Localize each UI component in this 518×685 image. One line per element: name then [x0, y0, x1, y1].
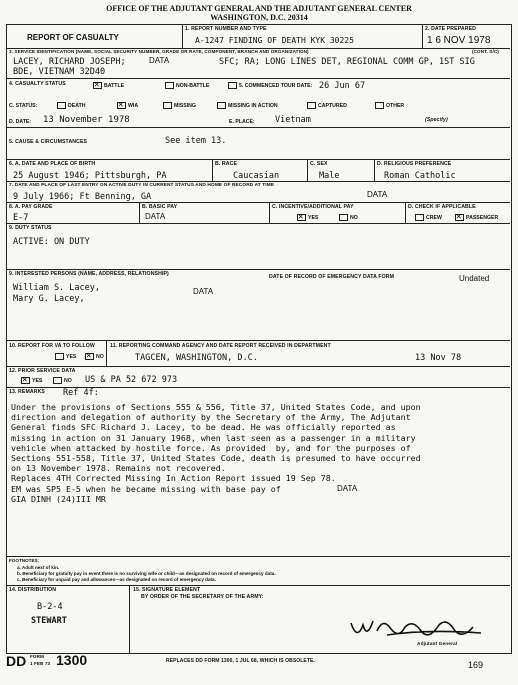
basic-pay-label: B. BASIC PAY	[142, 204, 178, 210]
incentive-yes-checkbox[interactable]	[297, 214, 306, 221]
wia-label: WIA	[128, 103, 139, 109]
prior-no-checkbox[interactable]	[53, 377, 62, 384]
casualty-status-label: 4. CASUALTY STATUS	[9, 81, 66, 87]
report-number-label: 1. REPORT NUMBER AND TYPE	[185, 26, 267, 32]
form-title: REPORT OF CASUALTY	[27, 33, 119, 42]
reporting-agency-label: 11. REPORTING COMMAND AGENCY AND DATE REPORT RECEIVED IN DEPARTMENT	[110, 343, 331, 349]
last-entry-data-stamp: DATA	[367, 190, 388, 199]
battle-label: BATTLE	[104, 83, 125, 89]
interested-person-2: Mary G. Lacey,	[13, 294, 85, 304]
sex-value: Male	[319, 171, 340, 181]
missing-checkbox[interactable]	[163, 102, 172, 109]
remarks-ref: Ref 4f:	[63, 388, 99, 398]
agency-header	[0, 4, 518, 22]
va-no-checkbox[interactable]	[85, 353, 94, 360]
prior-yes-checkbox[interactable]	[21, 377, 30, 384]
service-id-label-right: (CONT. S/C)	[472, 49, 499, 54]
distribution-line2: STEWART	[31, 616, 67, 626]
commenced-tour-checkbox[interactable]	[228, 82, 237, 89]
remarks-data-stamp: DATA	[337, 484, 358, 493]
sex-label: C. SEX	[310, 161, 328, 167]
interested-persons-data-stamp: DATA	[193, 287, 214, 296]
status-label: C. STATUS:	[9, 103, 38, 109]
date-label: D. DATE:	[9, 119, 32, 125]
page-number: 169	[468, 660, 484, 670]
signature-element-label: 15. SIGNATURE ELEMENT	[133, 587, 201, 593]
mia-label: MISSING IN ACTION	[228, 103, 278, 109]
reporting-agency-date: 13 Nov 78	[415, 353, 462, 363]
footnote-c: c. Beneficiary for unpaid pay and allowances—as designated on record of emergency data.	[17, 577, 216, 582]
interested-persons-label: 9. INTERESTED PERSONS (NAME, ADDRESS, RELATIONSHIP)	[9, 271, 169, 277]
pay-grade-label: 8. A. PAY GRADE	[9, 204, 53, 210]
prior-yes-label: YES	[32, 378, 43, 384]
service-id-name: LACEY, RICHARD JOSEPH;	[13, 57, 126, 67]
duty-status-value: ACTIVE: ON DUTY	[13, 237, 90, 247]
incentive-pay-label: C. INCENTIVE/ADDITIONAL PAY	[272, 204, 354, 210]
commenced-tour-value: 26 Jun 67	[319, 81, 366, 91]
form-dd: DD	[6, 653, 27, 669]
service-id-line2: BDE, VIETNAM 32D40	[13, 67, 106, 77]
place-value: Vietnam	[275, 115, 311, 125]
replaces-notice: REPLACES DD FORM 1300, 1 JUL 68, WHICH IS OBSOLETE.	[166, 658, 315, 664]
prior-service-label: 12. PRIOR SERVICE DATA	[9, 368, 76, 374]
non-battle-checkbox[interactable]	[165, 82, 174, 89]
date-prepared-label: 2. DATE PREPARED	[425, 26, 476, 32]
incentive-no-checkbox[interactable]	[339, 214, 348, 221]
prior-no-label: NO	[64, 378, 72, 384]
va-no-label: NO	[96, 354, 104, 360]
interested-person-1: William S. Lacey,	[13, 283, 100, 293]
date-value: 13 November 1978	[43, 115, 130, 125]
report-number-value: A-1247 FINDING OF DEATH KYK 30225	[195, 36, 354, 45]
commenced-tour-label: 5. COMMENCED TOUR DATE:	[239, 83, 313, 89]
service-id-label: 3. SERVICE IDENTIFICATION (NAME, SOCIAL SECURITY NUMBER, GRADE OR RATE, COMPONENT, BRANCH AND ORGANIZATION)	[9, 49, 309, 54]
wia-checkbox[interactable]	[117, 102, 126, 109]
date-prepared-value: 1 6 NOV 1978	[427, 35, 491, 46]
footnotes-label: FOOTNOTES:	[9, 558, 40, 563]
cause-label: 5. CAUSE & CIRCUMSTANCES	[9, 139, 88, 145]
service-id-data-stamp: DATA	[149, 56, 170, 65]
footnote-a: a. Adult next of kin.	[17, 565, 60, 570]
missing-label: MISSING	[174, 103, 196, 109]
handwritten-signature-icon	[347, 613, 487, 645]
incentive-no-label: NO	[350, 215, 358, 221]
cause-value: See item 13.	[165, 136, 227, 146]
by-order-label: BY ORDER OF THE SECRETARY OF THE ARMY:	[141, 594, 264, 600]
agency-header-line2: WASHINGTON, D.C. 20314	[210, 13, 308, 22]
agency-header-line1: OFFICE OF THE ADJUTANT GENERAL AND THE ADJUTANT GENERAL CENTER	[106, 4, 412, 13]
footnote-b: b. Beneficiary for gratuity pay in event there is no surviving wife or child—as designated on record of emergency data.	[17, 571, 276, 576]
passenger-checkbox[interactable]	[455, 214, 464, 221]
last-entry-value: 9 July 1966; Ft Benning, GA	[13, 192, 152, 202]
check-applicable-label: D. CHECK IF APPLICABLE	[408, 204, 476, 210]
signer-title: Adjutant General	[417, 642, 458, 647]
death-label: DEATH	[68, 103, 86, 109]
prior-service-value: US & PA 52 672 973	[85, 375, 178, 385]
form-word: FORM	[30, 654, 44, 659]
birth-value: 25 August 1946; Pittsburgh, PA	[13, 171, 167, 181]
battle-checkbox[interactable]	[93, 82, 102, 89]
va-follow-label: 10. REPORT FOR VA TO FOLLOW	[9, 343, 95, 349]
other-checkbox[interactable]	[375, 102, 384, 109]
race-value: Caucasian	[233, 171, 280, 181]
va-yes-label: YES	[66, 354, 77, 360]
last-entry-label: 7. DATE AND PLACE OF LAST ENTRY ON ACTIVE DUTY IN CURRENT STATUS AND HOME OF RECORD AT TIME	[9, 183, 275, 188]
va-yes-checkbox[interactable]	[55, 353, 64, 360]
service-id-unit: SFC; RA; LONG LINES DET, REGIONAL COMM GP, 1ST SIG	[219, 57, 475, 67]
mia-checkbox[interactable]	[217, 102, 226, 109]
non-battle-label: NON-BATTLE	[176, 83, 210, 89]
place-label: E. PLACE:	[229, 119, 255, 125]
reporting-agency-value: TAGCEN, WASHINGTON, D.C.	[135, 353, 258, 363]
emergency-record-label: DATE OF RECORD OF EMERGENCY DATA FORM	[269, 274, 395, 280]
remarks-last-line: GIA DINH (24)III MR	[11, 494, 106, 504]
remarks-text: Under the provisions of Sections 555 & 556, Title 37, United States Code, and upon direction and delegation of authority by the Secretary of the Army, The Adjutant General finds SFC Richard J. Lacey, to be dead. He was officially reported as missing in action on 31 January 1968, when last seen as a passenger in a military vehicle when attacked by hostile force. As provided by, and for the purposes of Sections 551-558, Title 37, United States Code, death is presumed to have occurred on 13 November 1978. Remains not recovered. Replaces 4TH Corrected Missing In Action Report issued 19 Sep 78. EM was SP5 E-5 when he became missing with base pay of	[11, 402, 421, 494]
crew-label: CREW	[426, 215, 442, 221]
remarks-label: 13. REMARKS	[9, 389, 45, 395]
emergency-record-value: Undated	[459, 274, 490, 283]
pay-grade-value: E-7	[13, 213, 29, 223]
distribution-label: 14. DISTRIBUTION	[9, 587, 57, 593]
form-date: 1 FEB 73	[30, 661, 51, 666]
passenger-label: PASSENGER	[466, 215, 499, 221]
captured-checkbox[interactable]	[307, 102, 316, 109]
duty-status-label: 9. DUTY STATUS	[9, 225, 52, 231]
specify-label: (Specify)	[425, 117, 448, 123]
crew-checkbox[interactable]	[415, 214, 424, 221]
captured-label: CAPTURED	[318, 103, 347, 109]
incentive-yes-label: YES	[308, 215, 319, 221]
form-number: 1300	[56, 652, 88, 668]
basic-pay-data-stamp: DATA	[145, 212, 166, 221]
distribution-line1: B-2-4	[37, 602, 63, 612]
death-checkbox[interactable]	[57, 102, 66, 109]
race-label: B. RACE	[215, 161, 238, 167]
religion-label: D. RELIGIOUS PREFERENCE	[377, 161, 452, 167]
religion-value: Roman Catholic	[384, 171, 456, 181]
casualty-form	[6, 24, 512, 654]
other-label: OTHER	[386, 103, 405, 109]
birth-label: 6. A. DATE AND PLACE OF BIRTH	[9, 161, 96, 167]
